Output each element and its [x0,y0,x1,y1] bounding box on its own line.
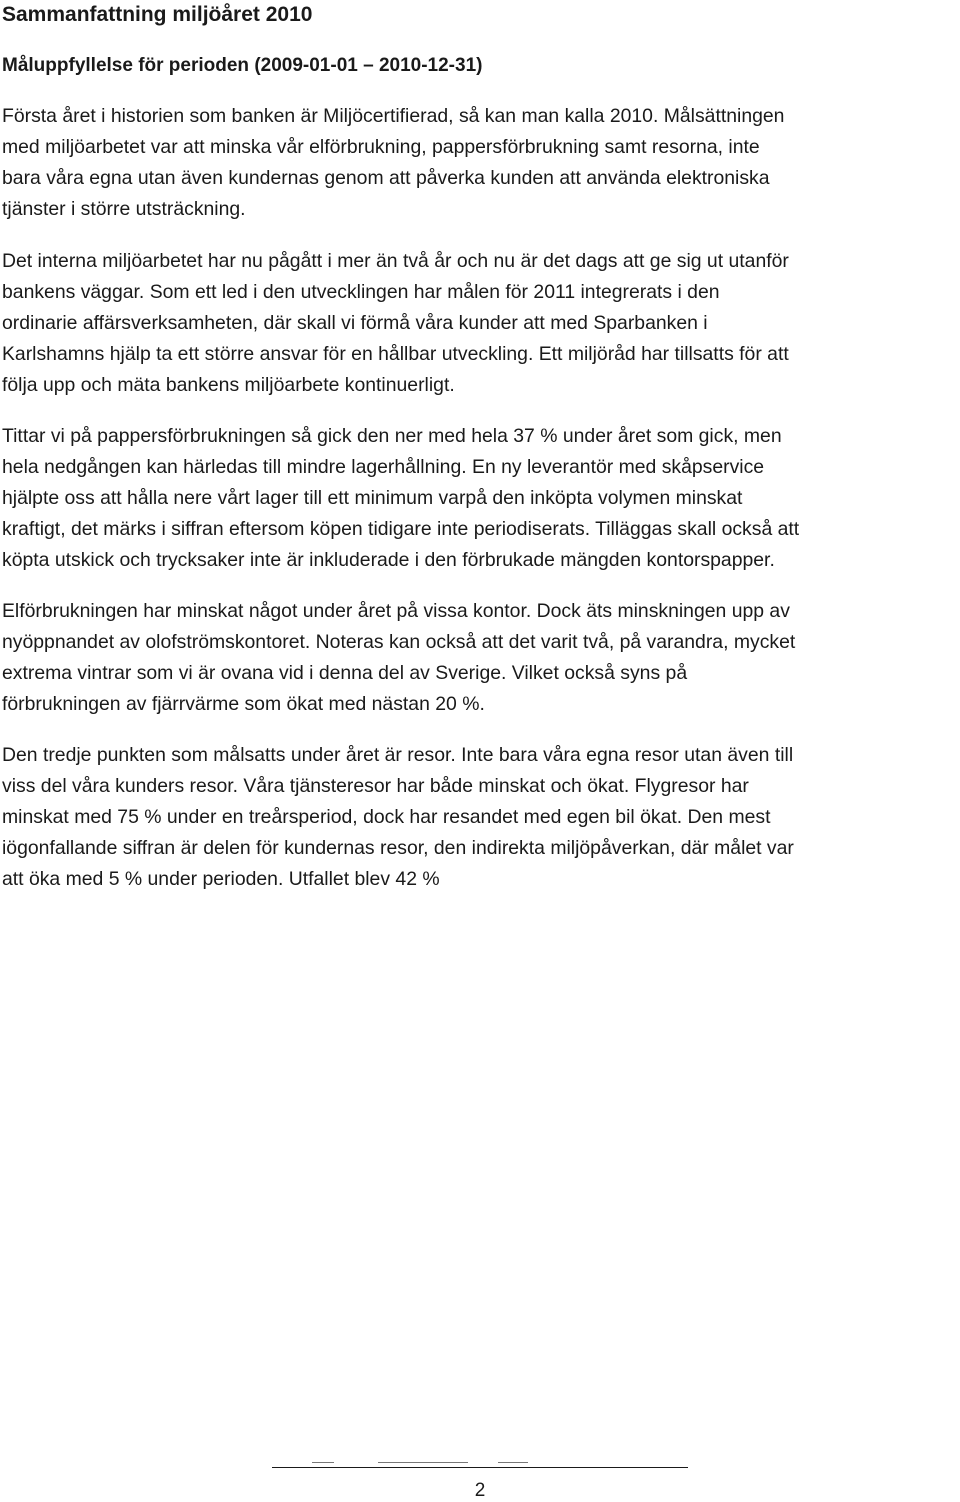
footer-divider-mark [378,1462,468,1463]
paragraph-line: att öka med 5 % under perioden. Utfallet blev 42 % [2,868,440,890]
paragraph-intro [2,101,958,225]
paragraph-line: följa upp och mäta bankens miljöarbete kontinuerligt. [2,374,455,396]
footer-divider-mark [312,1462,334,1463]
paragraph-line: förbrukningen av fjärrvärme som ökat med nästan 20 %. [2,693,485,715]
paragraph-line: bankens väggar. Som ett led i den utvecklingen har målen för 2011 integrerats i den [2,281,720,303]
paragraph-line: iögonfallande siffran är delen för kundernas resor, den indirekta miljöpåverkan, där målet var [2,837,794,859]
paragraph-line: Det interna miljöarbetet har nu pågått i mer än två år och nu är det dags att ge sig ut utanför [2,250,789,272]
paragraph-line: bara våra egna utan även kundernas genom att påverka kunden att använda elektroniska [2,167,770,189]
paragraph-line: Den tredje punkten som målsatts under året är resor. Inte bara våra egna resor utan även till [2,744,794,766]
paragraph-line: köpta utskick och trycksaker inte är inkluderade i den förbrukade mängden kontorspapper. [2,549,775,571]
paragraph-line: minskat med 75 % under en treårsperiod, dock har resandet med egen bil ökat. Den mest [2,806,771,828]
paragraph-line: hjälpte oss att hålla nere vårt lager till ett minimum varpå den inköpta volymen minskat [2,487,743,509]
paragraph-line: med miljöarbetet var att minska vår elförbrukning, pappersförbrukning samt resorna, inte [2,136,760,158]
document-subtitle: Måluppfyllelse för perioden (2009-01-01 – 2010-12-31) [2,55,483,76]
paragraph-line: Karlshamns hjälp ta ett större ansvar för en hållbar utveckling. Ett miljöråd har tillsatts för att [2,343,789,365]
paragraph-line: viss del våra kunders resor. Våra tjänsteresor har både minskat och ökat. Flygresor har [2,775,749,797]
paragraph-line: kraftigt, det märks i siffran eftersom köpen tidigare inte periodiserats. Tilläggas skall också att [2,518,800,540]
page-number [0,1480,960,1502]
paragraph-line: nyöppnandet av olofströmskontoret. Noteras kan också att det varit två, på varandra, mycket [2,631,796,653]
paragraph-travel [2,740,958,895]
paragraph-internal-work [2,246,958,401]
paragraph-electricity [2,596,958,720]
document-title: Sammanfattning miljöåret 2010 [2,3,313,26]
paragraph-line: Tittar vi på pappersförbrukningen så gick den ner med hela 37 % under året som gick, men [2,425,782,447]
page-number-text: 2 [474,1480,486,1501]
paragraph-paper-consumption [2,421,958,576]
paragraph-line: tjänster i större utsträckning. [2,198,246,220]
footer-divider [272,1467,688,1468]
paragraph-line: extrema vintrar som vi är ovana vid i denna del av Sverige. Vilket också syns på [2,662,688,684]
footer-divider-mark [498,1462,528,1463]
paragraph-line: hela nedgången kan härledas till mindre lagerhållning. En ny leverantör med skåpservice [2,456,765,478]
paragraph-line: Elförbrukningen har minskat något under året på vissa kontor. Dock äts minskningen upp av [2,600,790,622]
paragraph-line: ordinarie affärsverksamheten, där skall vi förmå våra kunder att med Sparbanken i [2,312,708,334]
paragraph-line: Första året i historien som banken är Miljöcertifierad, så kan man kalla 2010. Målsättningen [2,105,785,127]
